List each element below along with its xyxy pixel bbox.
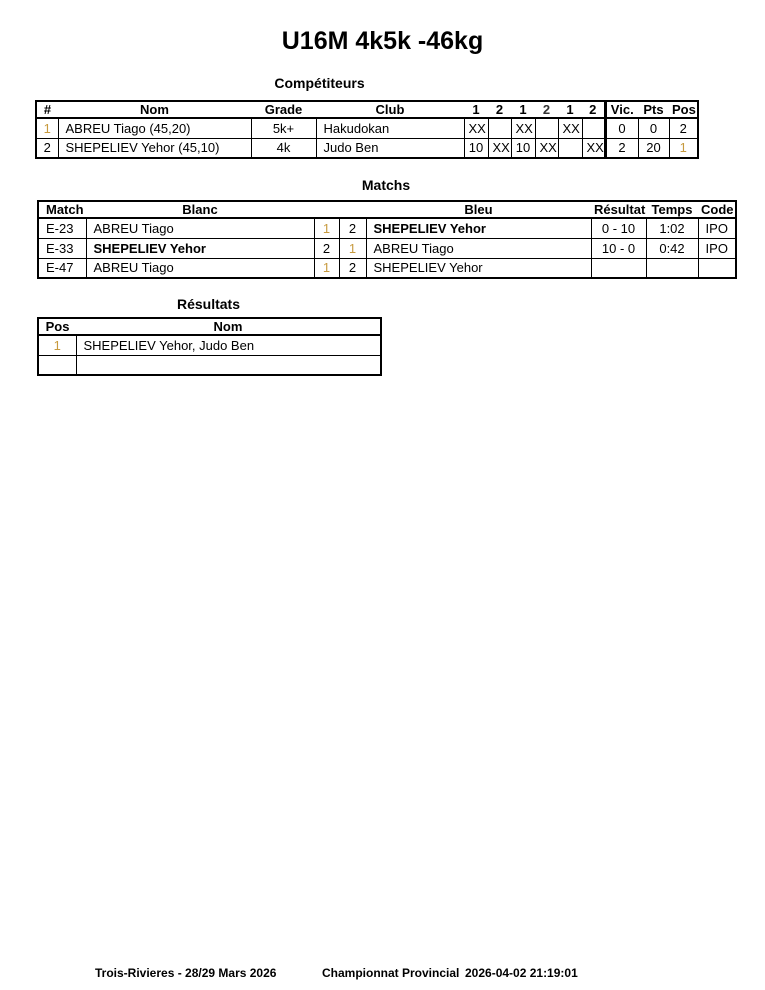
results-table (37, 317, 382, 376)
victories-cell: 0 (605, 118, 638, 138)
competitor-number: 2 (36, 138, 58, 158)
match-row (38, 218, 736, 238)
col-header-num: # (36, 101, 58, 118)
result-name (76, 355, 381, 375)
col-header-match: Match (38, 201, 86, 218)
position-cell: 2 (669, 118, 698, 138)
score-cell (535, 118, 558, 138)
score-cell: XX (535, 138, 558, 158)
match-code: IPO (698, 238, 736, 258)
col-header-nom: Nom (58, 101, 251, 118)
col-header-nom: Nom (76, 318, 381, 335)
match-id: E-23 (38, 218, 86, 238)
score-cell: XX (558, 118, 582, 138)
position-cell: 1 (669, 138, 698, 158)
score-cell: XX (582, 138, 605, 158)
competitor-name: ABREU Tiago (45,20) (58, 118, 251, 138)
result-position (38, 355, 76, 375)
score-cell (582, 118, 605, 138)
score-cell: XX (488, 138, 511, 158)
bleu-name: SHEPELIEV Yehor (366, 258, 591, 278)
competitor-club: Judo Ben (316, 138, 464, 158)
footer-timestamp: 2026-04-02 21:19:01 (465, 966, 578, 980)
blanc-number: 2 (314, 238, 339, 258)
blanc-name: ABREU Tiago (86, 218, 314, 238)
bleu-number: 1 (339, 238, 366, 258)
col-header-vic: Vic. (605, 101, 638, 118)
match-result (591, 258, 646, 278)
blanc-name: SHEPELIEV Yehor (86, 238, 314, 258)
col-header-bleu: Bleu (366, 201, 591, 218)
col-header-pos: Pos (669, 101, 698, 118)
bleu-name: ABREU Tiago (366, 238, 591, 258)
matches-header-row (38, 201, 736, 218)
footer-location-date: Trois-Rivieres - 28/29 Mars 2026 (95, 966, 277, 980)
col-header-bleu-score (339, 201, 366, 218)
col-header-resultat: Résultat (591, 201, 646, 218)
score-cell: XX (464, 118, 488, 138)
match-time: 0:42 (646, 238, 698, 258)
competitors-header-row (36, 101, 698, 118)
bleu-number: 2 (339, 258, 366, 278)
match-code: IPO (698, 218, 736, 238)
col-header-pos: Pos (38, 318, 76, 335)
match-result: 10 - 0 (591, 238, 646, 258)
page-title: U16M 4k5k -46kg (281, 27, 484, 55)
footer-event-name: Championnat Provincial (322, 966, 460, 980)
matches-heading: Matchs (361, 177, 411, 193)
points-cell: 20 (638, 138, 669, 158)
col-header-blanc: Blanc (86, 201, 314, 218)
match-row (38, 258, 736, 278)
col-header-grade: Grade (251, 101, 316, 118)
bleu-name: SHEPELIEV Yehor (366, 218, 591, 238)
match-time (646, 258, 698, 278)
col-header-code: Code (698, 201, 736, 218)
blanc-number: 1 (314, 218, 339, 238)
col-header-score-2: 2 (488, 101, 511, 118)
results-heading: Résultats (176, 296, 241, 312)
competitor-club: Hakudokan (316, 118, 464, 138)
results-header-row (38, 318, 381, 335)
score-cell (558, 138, 582, 158)
competitor-grade: 5k+ (251, 118, 316, 138)
col-header-club: Club (316, 101, 464, 118)
result-row (38, 355, 381, 375)
col-header-score-6: 2 (582, 101, 605, 118)
result-row (38, 335, 381, 355)
competitor-row (36, 138, 698, 158)
match-result: 0 - 10 (591, 218, 646, 238)
match-time: 1:02 (646, 218, 698, 238)
col-header-score-5: 1 (558, 101, 582, 118)
competitors-table (35, 100, 699, 159)
victories-cell: 2 (605, 138, 638, 158)
points-cell: 0 (638, 118, 669, 138)
match-id: E-33 (38, 238, 86, 258)
competitor-row (36, 118, 698, 138)
match-id: E-47 (38, 258, 86, 278)
col-header-score-1: 1 (464, 101, 488, 118)
result-position: 1 (38, 335, 76, 355)
blanc-number: 1 (314, 258, 339, 278)
score-cell: XX (511, 118, 535, 138)
col-header-temps: Temps (646, 201, 698, 218)
col-header-pts: Pts (638, 101, 669, 118)
competitors-heading: Compétiteurs (274, 75, 365, 91)
score-cell (488, 118, 511, 138)
matches-table (37, 200, 737, 279)
col-header-score-4: 2 (535, 101, 558, 118)
match-code (698, 258, 736, 278)
score-cell: 10 (511, 138, 535, 158)
competitor-grade: 4k (251, 138, 316, 158)
score-cell: 10 (464, 138, 488, 158)
result-name: SHEPELIEV Yehor, Judo Ben (76, 335, 381, 355)
col-header-score-3: 1 (511, 101, 535, 118)
bleu-number: 2 (339, 218, 366, 238)
blanc-name: ABREU Tiago (86, 258, 314, 278)
match-row (38, 238, 736, 258)
col-header-blanc-score (314, 201, 339, 218)
competitor-number: 1 (36, 118, 58, 138)
competitor-name: SHEPELIEV Yehor (45,10) (58, 138, 251, 158)
